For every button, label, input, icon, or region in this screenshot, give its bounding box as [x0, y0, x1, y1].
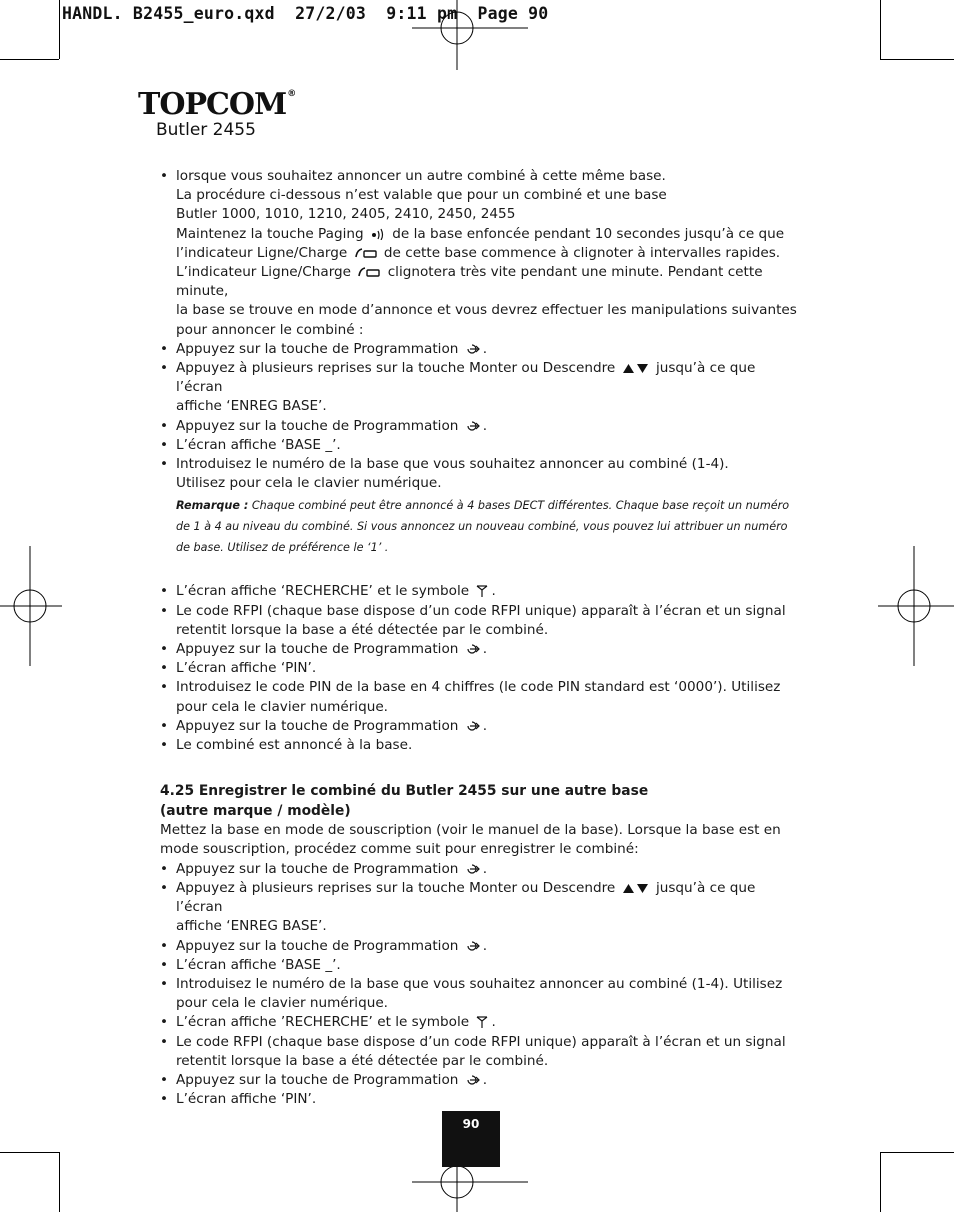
- text-line: Mettez la base en mode de souscription (voir le manuel de la base). Lorsque la base est en: [160, 822, 781, 839]
- text-line: retentit lorsque la base a été détectée par le combiné.: [176, 621, 549, 638]
- antenna-icon: [475, 585, 489, 597]
- item-text: L’écran affiche ‘BASE _’.: [176, 956, 341, 973]
- text-line: affiche ‘ENREG BASE’.: [176, 918, 327, 935]
- registration-mark-icon: [878, 546, 954, 666]
- item-text: Le code RFPI (chaque base dispose d’un code RFPI unique) apparaît à l’écran et un signal: [176, 602, 786, 619]
- list-item: • Appuyez sur la touche de Programmation .: [160, 417, 800, 436]
- list-item: [160, 1090, 800, 1109]
- antenna-icon: [475, 1016, 489, 1028]
- list-item: [160, 167, 800, 186]
- text-part: Maintenez la touche Paging: [176, 225, 364, 242]
- item-text: L’écran affiche ‘PIN’.: [176, 1091, 317, 1108]
- item-text: Appuyez sur la touche de Programmation: [176, 717, 459, 734]
- text-part: de la base enfoncée pendant 10 secondes jusqu’à ce que: [392, 225, 785, 242]
- list-item: • Appuyez sur la touche de Programmation .: [160, 640, 800, 659]
- topcom-logo: [138, 87, 296, 122]
- section-heading: 4.25 Enregistrer le combiné du Butler 2455 sur une autre base: [160, 783, 649, 800]
- line-charge-icon: [354, 247, 378, 259]
- section-heading: (autre marque / modèle): [160, 803, 351, 820]
- list-item: [160, 975, 800, 994]
- page-content: [160, 167, 800, 1109]
- up-down-arrows-icon: [622, 883, 650, 894]
- list-item: [160, 436, 800, 455]
- list-item: [160, 736, 800, 755]
- product-name: Butler 2455: [156, 120, 256, 140]
- note-text: Chaque combiné peut être annoncé à 4 bases DECT différentes. Chaque base reçoit un numéro: [251, 499, 790, 513]
- crop-mark: [880, 1152, 881, 1212]
- crop-mark: [880, 0, 881, 59]
- registration-mark-icon: [0, 546, 62, 666]
- item-text: Appuyez sur la touche de Programmation: [176, 417, 459, 434]
- list-item: [160, 455, 800, 474]
- up-down-arrows-icon: [622, 363, 650, 374]
- text-line: pour cela le clavier numérique.: [176, 995, 389, 1012]
- item-text: Appuyez sur la touche de Programmation: [176, 1071, 459, 1088]
- item-text: Appuyez sur la touche de Programmation: [176, 340, 459, 357]
- item-text: Appuyez sur la touche de Programmation: [176, 860, 459, 877]
- note-line: de base. Utilisez de préférence le ‘1’ .: [176, 541, 389, 555]
- item-text: Appuyez sur la touche de Programmation: [176, 641, 459, 658]
- text-line: Utilisez pour cela le clavier numérique.: [176, 475, 442, 492]
- list-item: [160, 602, 800, 621]
- note-label: Remarque :: [176, 499, 249, 513]
- text-part: clignotera très vite pendant une minute. Pendant cette minute,: [176, 264, 763, 300]
- list-item: • L’écran affiche ’RECHERCHE’ et le symbole .: [160, 1013, 800, 1032]
- item-text: lorsque vous souhaitez annoncer un autre combiné à cette même base.: [176, 168, 666, 184]
- item-text: jusqu’à ce que l’écran: [176, 879, 756, 916]
- list-item: [160, 678, 800, 697]
- crop-mark: [59, 1152, 60, 1212]
- list-item: [160, 659, 800, 678]
- item-text: Introduisez le code PIN de la base en 4 chiffres (le code PIN standard est ‘0000’). Utilisez: [176, 679, 781, 696]
- program-key-icon: [465, 1074, 481, 1086]
- list-item: • Appuyez sur la touche de Programmation .: [160, 937, 800, 956]
- text-line: Butler 1000, 1010, 1210, 2405, 2410, 2450, 2455: [176, 206, 516, 223]
- item-text: Appuyez à plusieurs reprises sur la touche Monter ou Descendre: [176, 879, 616, 896]
- note-line: [176, 495, 800, 516]
- list-item: • Appuyez sur la touche de Programmation .: [160, 340, 800, 359]
- program-key-icon: [465, 643, 481, 655]
- program-key-icon: [465, 863, 481, 875]
- item-text: jusqu’à ce que l’écran: [176, 360, 756, 396]
- print-slug: HANDL. B2455_euro.qxd 27/2/03 9:11 pm Page 90: [62, 4, 549, 23]
- list-item: [160, 1033, 800, 1052]
- text-line: La procédure ci-dessous n’est valable que pour un combiné et une base: [176, 187, 667, 204]
- text-part: de cette base commence à clignoter à intervalles rapides.: [383, 244, 781, 261]
- list-item: • Appuyez sur la touche de Programmation .: [160, 1071, 800, 1090]
- item-text: Le code RFPI (chaque base dispose d’un code RFPI unique) apparaît à l’écran et un signal: [176, 1033, 786, 1050]
- text-part: L’indicateur Ligne/Charge: [176, 264, 352, 281]
- program-key-icon: [465, 420, 481, 432]
- line-charge-icon: [357, 266, 381, 278]
- note-block: [160, 495, 800, 558]
- item-text: L’écran affiche ’RECHERCHE’ et le symbole: [176, 1014, 470, 1031]
- page-number: 90: [442, 1111, 500, 1167]
- program-key-icon: [465, 720, 481, 732]
- crop-mark: [59, 0, 60, 59]
- list-item: • L’écran affiche ‘RECHERCHE’ et le symbole .: [160, 582, 800, 601]
- registration-mark-icon: [412, 0, 528, 70]
- registered-mark: ®: [287, 89, 296, 99]
- crop-mark: [880, 1152, 954, 1153]
- list-item: [160, 359, 800, 397]
- crop-mark: [880, 59, 954, 60]
- text-line: mode souscription, procédez comme suit pour enregistrer le combiné:: [160, 841, 639, 858]
- text-part: l’indicateur Ligne/Charge: [176, 244, 348, 261]
- spacer: [160, 558, 800, 582]
- item-text: Appuyez sur la touche de Programmation: [176, 937, 459, 954]
- text-line: pour annoncer le combiné :: [176, 321, 364, 338]
- list-item: • Appuyez sur la touche de Programmation .: [160, 860, 800, 879]
- logo-text: TOPCOM: [138, 87, 287, 122]
- item-text: Appuyez à plusieurs reprises sur la touche Monter ou Descendre: [176, 360, 616, 377]
- text-line: [160, 263, 800, 301]
- item-text: Le combiné est annoncé à la base.: [176, 737, 413, 754]
- list-item: [160, 956, 800, 975]
- list-item: • Appuyez sur la touche de Programmation .: [160, 717, 800, 736]
- crop-mark: [0, 59, 59, 60]
- item-text: L’écran affiche ‘RECHERCHE’ et le symbole: [176, 583, 470, 600]
- item-text: Introduisez le numéro de la base que vous souhaitez annoncer au combiné (1-4).: [176, 456, 729, 473]
- item-text: L’écran affiche ‘BASE _’.: [176, 436, 341, 453]
- text-line: affiche ‘ENREG BASE’.: [176, 398, 327, 415]
- paging-icon: [370, 226, 386, 240]
- text-line: retentit lorsque la base a été détectée par le combiné.: [176, 1052, 549, 1069]
- spacer: [160, 755, 800, 781]
- crop-mark: [0, 1152, 59, 1153]
- program-key-icon: [465, 940, 481, 952]
- text-line: [160, 244, 800, 263]
- list-item: [160, 879, 800, 917]
- item-text: L’écran affiche ‘PIN’.: [176, 660, 317, 677]
- text-line: pour cela le clavier numérique.: [176, 698, 389, 715]
- text-line: [160, 225, 800, 244]
- note-line: de 1 à 4 au niveau du combiné. Si vous annoncez un nouveau combiné, vous pouvez lui attribuer un numéro: [176, 520, 788, 534]
- program-key-icon: [465, 343, 481, 355]
- text-line: la base se trouve en mode d’annonce et vous devrez effectuer les manipulations suivantes: [176, 302, 797, 319]
- item-text: Introduisez le numéro de la base que vous souhaitez annoncer au combiné (1-4). Utilisez: [176, 975, 783, 992]
